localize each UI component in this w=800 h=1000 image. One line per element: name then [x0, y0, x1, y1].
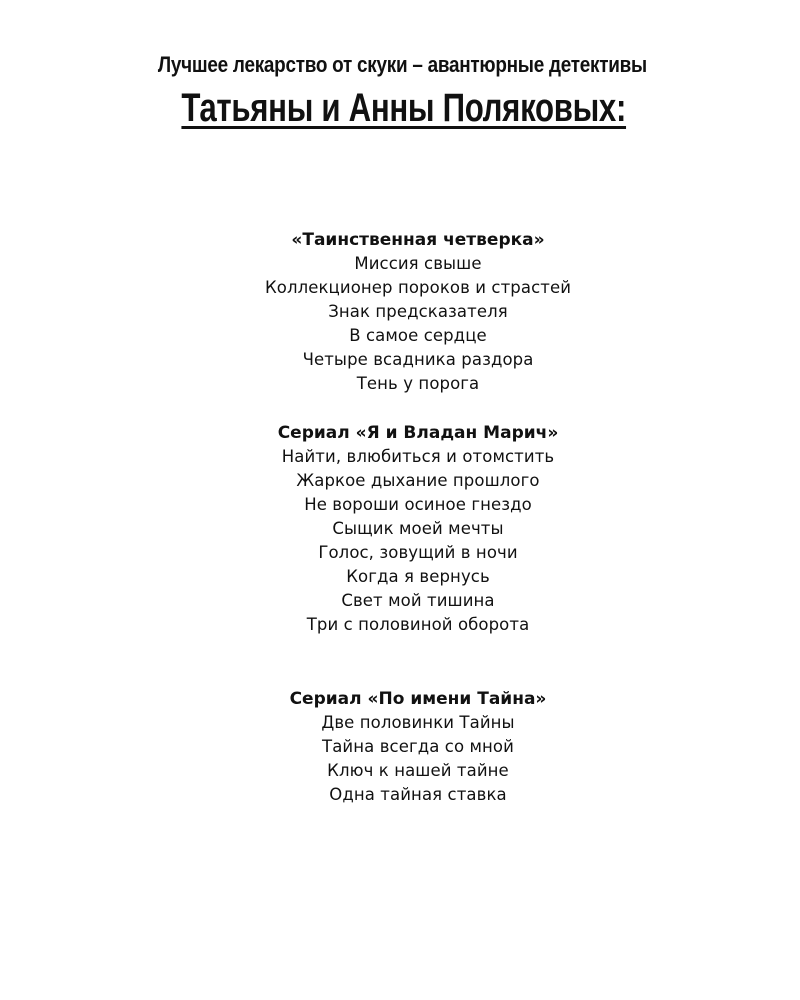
book-title: Две половинки Тайны — [321, 713, 515, 732]
authors-heading: Татьяны и Анны Поляковых: — [181, 86, 627, 130]
book-title: Знак предсказателя — [328, 302, 508, 321]
book-title: Три с половиной оборота — [306, 615, 530, 634]
page-heading-line2 — [92, 86, 716, 131]
series-block-named-taina — [0, 687, 800, 807]
book-title: Свет мой тишина — [341, 591, 495, 610]
series-title: Сериал «По имени Тайна» — [289, 689, 547, 709]
book-title: Тень у порога — [356, 374, 480, 393]
series-block-vladan-marich — [0, 421, 800, 637]
book-title: Ключ к нашей тайне — [327, 761, 509, 780]
series-title: Сериал «Я и Владан Марич» — [277, 423, 559, 443]
book-title: Не вороши осиное гнездо — [304, 495, 532, 514]
book-title: Голос, зовущий в ночи — [318, 543, 518, 562]
book-title: Четыре всадника раздора — [302, 350, 534, 369]
book-title: Когда я вернусь — [346, 567, 490, 586]
book-title: Тайна всегда со мной — [322, 737, 514, 756]
book-title: Одна тайная ставка — [329, 785, 507, 804]
book-title: Миссия свыше — [354, 254, 482, 273]
book-title: Коллекционер пороков и страстей — [264, 278, 572, 297]
series-block-mysterious-four — [0, 228, 800, 396]
book-title: Сыщик моей мечты — [332, 519, 504, 538]
series-title: «Таинственная четверка» — [291, 230, 545, 250]
page-heading-line1: Лучшее лекарство от скуки – авантюрные детективы — [157, 52, 647, 77]
book-title: Найти, влюбиться и отомстить — [281, 447, 555, 466]
book-title: Жаркое дыхание прошлого — [296, 471, 540, 490]
book-title: В самое сердце — [349, 326, 487, 345]
